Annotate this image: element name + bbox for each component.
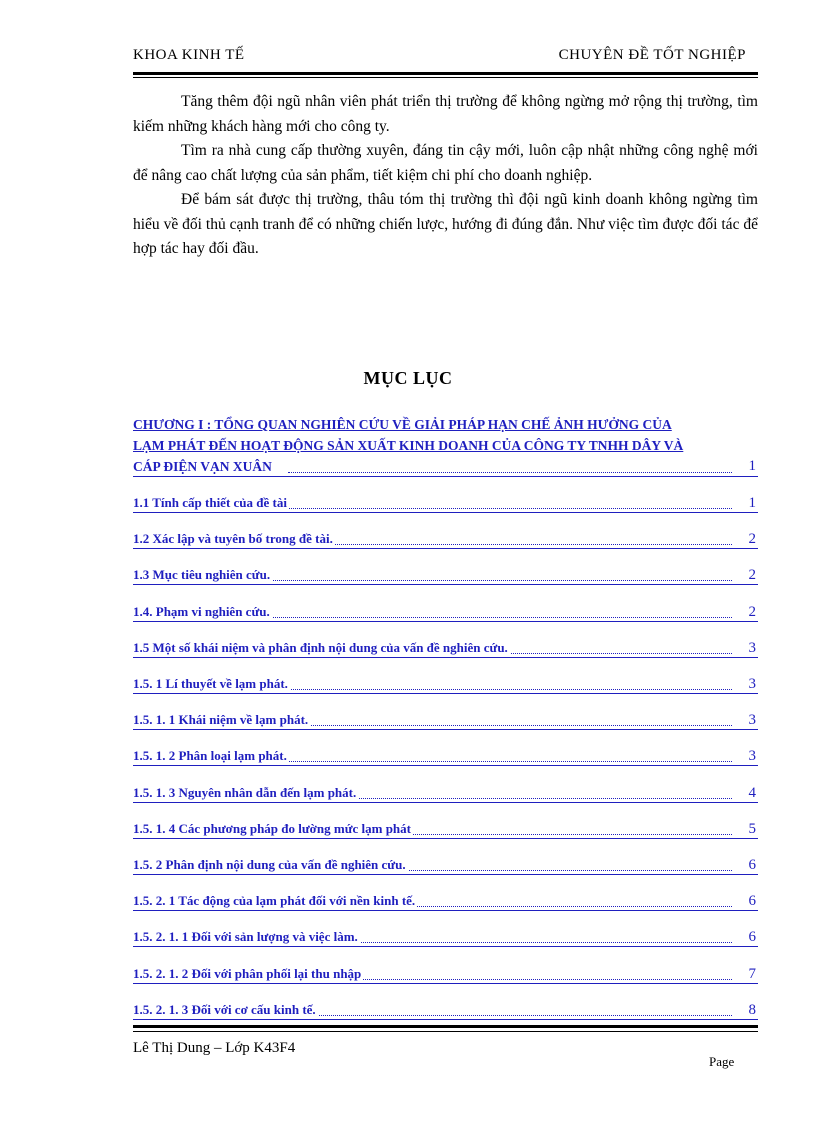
toc-entry-label: 1.1 Tính cấp thiết của đề tài [133, 495, 287, 510]
footer-rule-thick [133, 1025, 758, 1028]
toc-page-number: 2 [745, 531, 757, 548]
page-header [133, 47, 758, 69]
toc-entry-label: 1.5. 2. 1. 1 Đối với sản lượng và việc làm. [133, 929, 358, 945]
toc-page-number: 2 [745, 604, 757, 621]
toc-entry-label: 1.5. 1 Lí thuyết về lạm phát. [133, 676, 288, 691]
toc-entry-label: 1.5. 1. 1 Khái niệm về lạm phát. [133, 712, 309, 728]
toc-page-number: 4 [745, 785, 757, 802]
toc-page-number: 1 [745, 495, 757, 512]
body-text [133, 90, 758, 262]
toc-leader-dots [288, 472, 732, 473]
toc-entry-label: 1.5 Một số khái niệm và phân định nội dung của vấn đề nghiên cứu. [133, 639, 508, 655]
header-rule-thick [133, 72, 758, 75]
toc-page-number: 8 [745, 1002, 757, 1019]
toc-entry-label: 1.5. 2 Phân định nội dung của vấn đề nghiên cứu. [133, 857, 406, 872]
toc-page-number: 3 [745, 640, 757, 657]
toc-entry-link[interactable] [133, 856, 758, 875]
paragraph: Để bám sát được thị trường, thâu tóm thị trường thì đội ngũ kinh doanh không ngừng tìm hiểu về đối thủ cạnh tranh để có những chiến lược, hướng đi đúng đắn. Như việc tìm được đối tác để hợp tác hay đối đầu. [133, 191, 758, 257]
toc-entry-link[interactable] [133, 820, 758, 839]
toc-entry-link[interactable] [133, 892, 758, 911]
header-thesis-title: CHUYÊN ĐỀ TỐT NGHIỆP [558, 47, 746, 63]
footer-rule-thin [133, 1031, 758, 1032]
toc-entry-label: 1.5. 2. 1. 2 Đối với phân phối lại thu nhập [133, 965, 362, 981]
table-of-contents [133, 414, 758, 477]
toc-entry-link[interactable] [133, 784, 758, 803]
header-rule-thin [133, 77, 758, 78]
toc-entry-link[interactable] [133, 530, 758, 549]
toc-entry-link[interactable] [133, 747, 758, 766]
toc-entry-link[interactable] [133, 928, 758, 947]
toc-page-number: 5 [745, 821, 757, 838]
toc-entry-label: 1.5. 1. 2 Phân loại lạm phát. [133, 748, 287, 764]
toc-entry-link[interactable] [133, 965, 758, 984]
toc-chapter-line: CÁP ĐIỆN VẠN XUÂN [133, 456, 758, 477]
toc-entry-link[interactable] [133, 1001, 758, 1020]
toc-page-number: 6 [745, 893, 757, 910]
toc-entry-link[interactable] [133, 603, 758, 622]
toc-entry-link[interactable] [133, 711, 758, 730]
toc-entry-link[interactable] [133, 675, 758, 694]
toc-entry-label: 1.5. 1. 4 Các phương pháp đo lường mức lạm phát [133, 820, 411, 836]
toc-chapter-link[interactable] [133, 414, 758, 477]
toc-page-number: 6 [745, 929, 757, 946]
toc-page-number: 3 [745, 748, 757, 765]
footer-page-label: Page [709, 1054, 735, 1069]
toc-page-number: 3 [745, 712, 757, 729]
toc-page-number: 2 [745, 567, 757, 584]
toc-entry-label: 1.5. 2. 1 Tác động của lạm phát đối với nền kinh tế. [133, 893, 416, 909]
toc-entry-link[interactable] [133, 639, 758, 658]
toc-entry-link[interactable] [133, 566, 758, 585]
toc-entry-label: 1.5. 1. 3 Nguyên nhân dẫn đến lạm phát. [133, 784, 357, 800]
toc-entry-link[interactable] [133, 494, 758, 513]
toc-chapter-line: LẠM PHÁT ĐẾN HOẠT ĐỘNG SẢN XUẤT KINH DOANH CỦA CÔNG TY TNHH DÂY VÀ [133, 438, 684, 453]
toc-page-number: 3 [745, 676, 757, 693]
header-faculty: KHOA KINH TẾ [133, 47, 245, 63]
toc-page-number: 1 [748, 458, 756, 474]
toc-page-number: 6 [745, 857, 757, 874]
toc-title: MỤC LỤC [363, 368, 453, 388]
footer-author: Lê Thị Dung – Lớp K43F4 [133, 1040, 296, 1056]
toc-entry-label: 1.5. 2. 1. 3 Đối với cơ cấu kinh tế. [133, 1001, 316, 1017]
paragraph: Tìm ra nhà cung cấp thường xuyên, đáng tin cậy mới, luôn cập nhật những công nghệ mới để nâng cao chất lượng của sản phẩm, tiết kiệm chi phí cho doanh nghiệp. [133, 142, 758, 184]
toc-entry-label: 1.3 Mục tiêu nghiên cứu. [133, 567, 271, 583]
toc-entry-label: 1.2 Xác lập và tuyên bố trong đề tài. [133, 531, 333, 547]
toc-chapter-line: CHƯƠNG I : TỔNG QUAN NGHIÊN CỨU VỀ GIẢI PHÁP HẠN CHẾ ẢNH HƯỞNG CỦA [133, 417, 672, 432]
toc-entry-label: 1.4. Phạm vi nghiên cứu. [133, 603, 270, 619]
paragraph: Tăng thêm đội ngũ nhân viên phát triển thị trường để không ngừng mở rộng thị trường, tìm kiếm những khách hàng mới cho công ty. [133, 93, 758, 135]
toc-page-number: 7 [745, 966, 757, 983]
